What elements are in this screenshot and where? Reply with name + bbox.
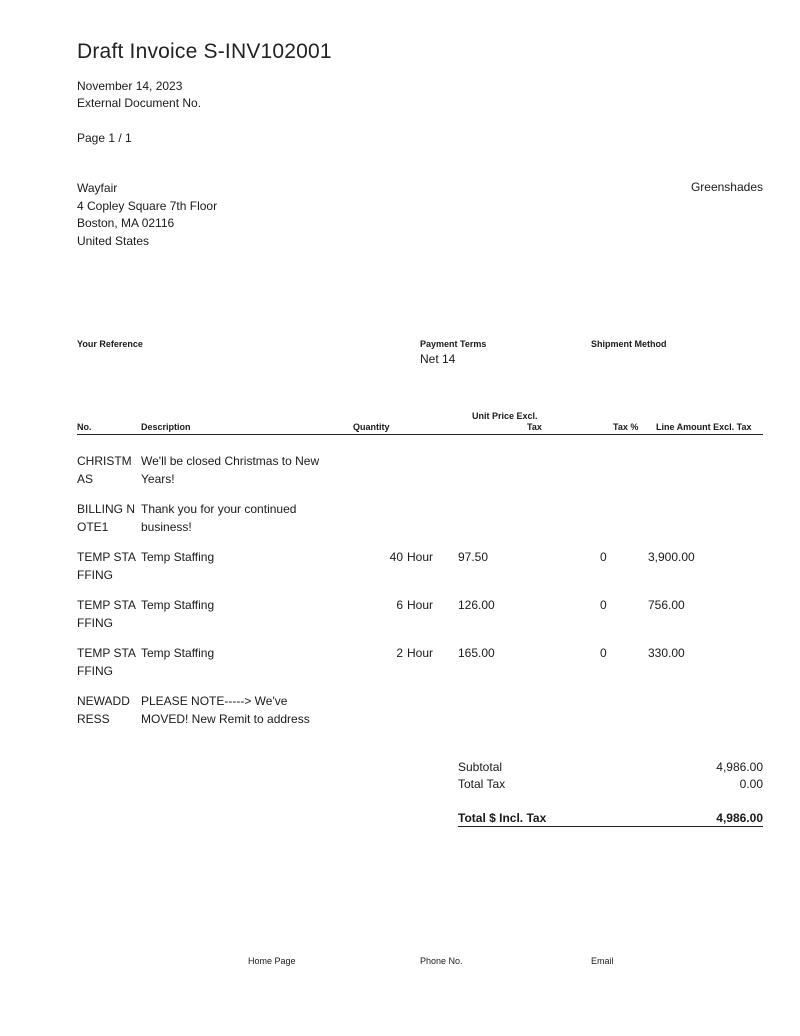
address-line-2: Boston, MA 02116	[77, 216, 175, 230]
line-amount: 330.00	[648, 646, 685, 660]
invoice-title: Draft Invoice S-INV102001	[77, 40, 332, 63]
page-number: Page 1 / 1	[77, 131, 132, 145]
bill-to-address	[77, 180, 217, 250]
line-description: Thank you for your continued business!	[141, 502, 297, 534]
line-unit-price: 97.50	[458, 550, 489, 564]
line-amount: 3,900.00	[648, 550, 695, 564]
column-header-no: No.	[77, 422, 92, 432]
line-description: Temp Staffing	[141, 598, 215, 612]
line-description: We'll be closed Christmas to New Years!	[141, 454, 320, 486]
line-quantity: 6	[396, 598, 403, 612]
line-description: Temp Staffing	[141, 550, 215, 564]
total-tax-label: Total Tax	[458, 777, 506, 791]
line-number: NEWADDRESS	[77, 694, 130, 726]
line-number: TEMP STAFFING	[77, 646, 136, 678]
grand-total-label: Total $ Incl. Tax	[458, 811, 547, 825]
column-header-description: Description	[141, 422, 191, 432]
column-header-tax-percent: Tax %	[613, 422, 639, 432]
address-line-1: 4 Copley Square 7th Floor	[77, 198, 218, 213]
line-description: PLEASE NOTE-----> We've MOVED! New Remit to address	[141, 694, 310, 726]
customer-name: Wayfair	[77, 181, 118, 195]
payment-terms-label: Payment Terms	[420, 339, 487, 349]
line-number: CHRISTMAS	[77, 454, 132, 486]
line-unit-price: 165.00	[458, 646, 495, 660]
footer-email: Email	[591, 956, 614, 966]
grand-total-value: 4,986.00	[716, 811, 763, 825]
invoice-date: November 14, 2023	[77, 79, 183, 93]
invoice-line	[77, 597, 767, 637]
column-header-unit-price-line1: Unit Price Excl.	[472, 411, 538, 421]
line-quantity: 40	[389, 550, 403, 564]
line-unit: Hour	[407, 598, 434, 612]
invoice-line	[77, 501, 767, 541]
line-number: TEMP STAFFING	[77, 598, 136, 630]
company-name: Greenshades	[690, 180, 763, 194]
line-amount: 756.00	[648, 598, 685, 612]
column-header-quantity: Quantity	[353, 422, 390, 432]
line-unit-price: 126.00	[458, 598, 495, 612]
shipment-method-label: Shipment Method	[591, 339, 667, 349]
line-tax-percent: 0	[600, 598, 607, 612]
address-country: United States	[77, 233, 150, 248]
footer-phone: Phone No.	[420, 956, 463, 966]
footer-home-page: Home Page	[248, 956, 296, 966]
line-unit: Hour	[407, 646, 434, 660]
external-document-label: External Document No.	[77, 96, 202, 110]
line-unit: Hour	[407, 550, 434, 564]
invoice-line	[77, 645, 767, 685]
line-tax-percent: 0	[600, 550, 607, 564]
column-header-unit-price-line2: Tax	[527, 422, 542, 432]
invoice-line	[77, 693, 767, 733]
invoice-line	[77, 549, 767, 589]
line-description: Temp Staffing	[141, 646, 215, 660]
total-tax-value: 0.00	[739, 777, 763, 791]
line-quantity: 2	[396, 646, 403, 660]
your-reference-label: Your Reference	[77, 339, 143, 349]
header-divider	[77, 434, 763, 435]
line-tax-percent: 0	[600, 646, 607, 660]
total-divider	[458, 826, 763, 827]
column-header-line-amount: Line Amount Excl. Tax	[656, 422, 752, 432]
invoice-line	[77, 453, 767, 493]
subtotal-label: Subtotal	[458, 760, 503, 774]
subtotal-value: 4,986.00	[716, 760, 763, 774]
line-number: TEMP STAFFING	[77, 550, 136, 582]
line-number: BILLING NOTE1	[77, 502, 136, 534]
payment-terms-value: Net 14	[420, 352, 456, 366]
